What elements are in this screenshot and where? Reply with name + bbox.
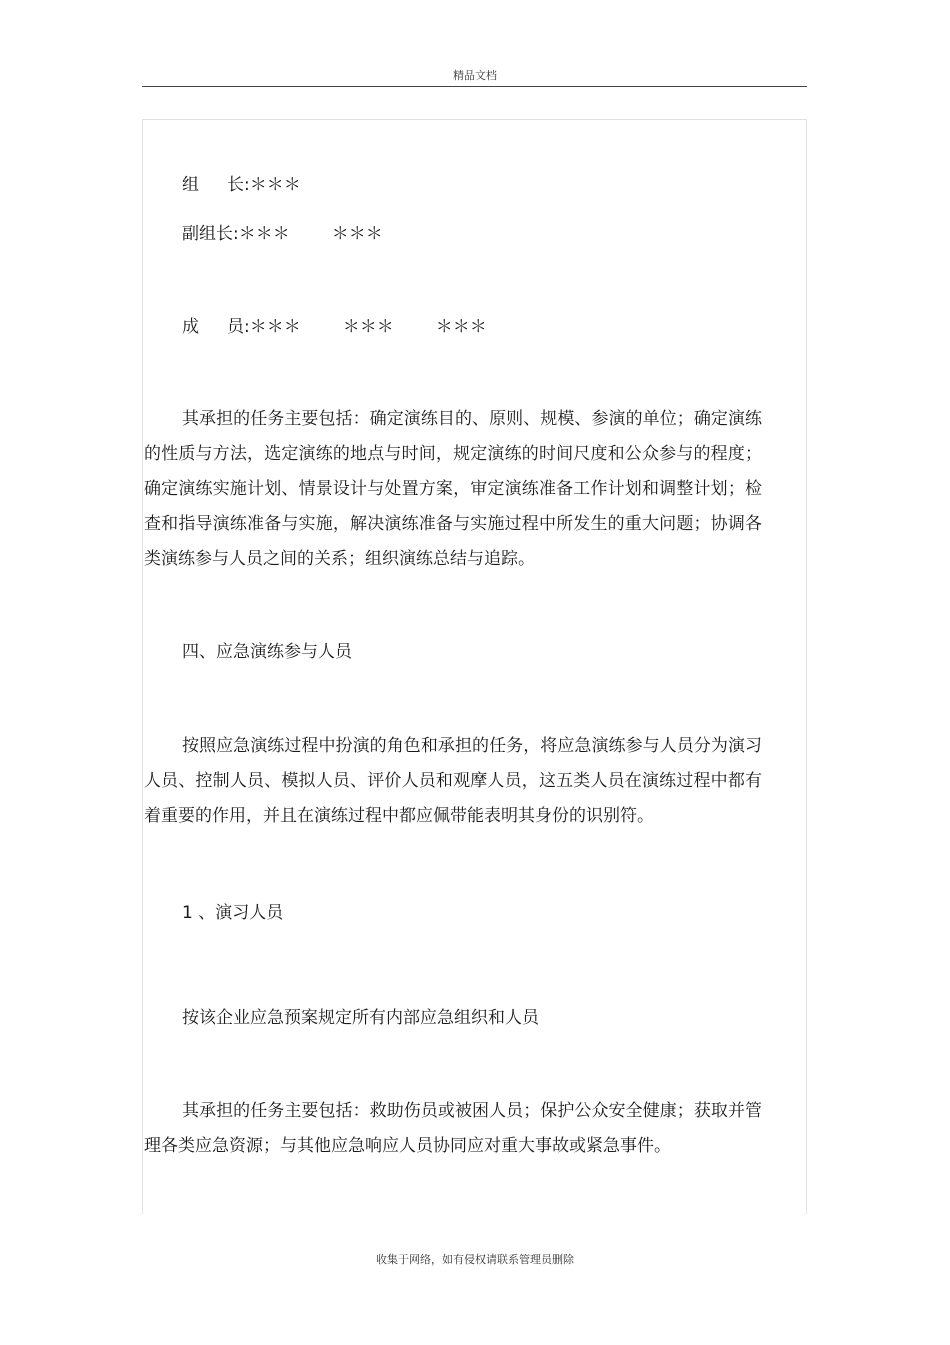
leader-label-2: 长: (227, 175, 250, 195)
exercisers-duties-paragraph: 其承担的任务主要包括：救助伤员或被困人员；保护公众安全健康；获取并管理各类应急资源；与其他应急响应人员协同应对重大事故或紧急事件。 (144, 1101, 762, 1156)
deputy-label: 副组长: (182, 224, 239, 244)
content-frame-right (806, 119, 807, 1214)
content-frame-left (142, 119, 143, 1214)
member-value-2: ＊＊＊ (342, 317, 394, 337)
deputy-line (182, 217, 802, 251)
section-4-heading: 四、应急演练参与人员 (182, 642, 352, 662)
member-value-1: ＊＊＊ (249, 317, 301, 337)
member-label-2: 员: (227, 317, 250, 337)
member-label: 成 (182, 317, 199, 337)
subsection-1-heading: 1 、演习人员 (182, 903, 284, 923)
leader-duties-paragraph: 其承担的任务主要包括：确定演练目的、原则、规模、参演的单位；确定演练的性质与方法，选定演练的地点与时间，规定演练的时间尺度和公众参与的程度；确定演练实施计划、情景设计与处置方案，审定演练准备工作计划和调整计划；检查和指导演练准备与实施，解决演练准备与实施过程中所发生的重大问题；协调各类演练参与人员之间的关系；组织演练总结与追踪。 (144, 409, 762, 569)
header-rule (142, 86, 807, 87)
exercisers-definition: 按该企业应急预案规定所有内部应急组织和人员 (182, 1008, 539, 1028)
deputy-value-2: ＊＊＊ (331, 224, 383, 244)
leader-label: 组 (182, 175, 199, 195)
member-value-3: ＊＊＊ (435, 317, 487, 337)
member-line (182, 310, 802, 344)
page-footer: 收集于网络，如有侵权请联系管理员删除 (376, 1253, 574, 1266)
deputy-value-1: ＊＊＊ (238, 224, 290, 244)
participants-paragraph: 按照应急演练过程中扮演的角色和承担的任务，将应急演练参与人员分为演习人员、控制人员、模拟人员、评价人员和观摩人员，这五类人员在演练过程中都有着重要的作用，并且在演练过程中都应佩带能表明其身份的识别符。 (144, 736, 762, 826)
leader-value: ＊＊＊ (249, 175, 301, 195)
page-header: 精品文档 (453, 69, 497, 82)
content-frame-top (142, 119, 806, 120)
leader-line (182, 168, 802, 202)
